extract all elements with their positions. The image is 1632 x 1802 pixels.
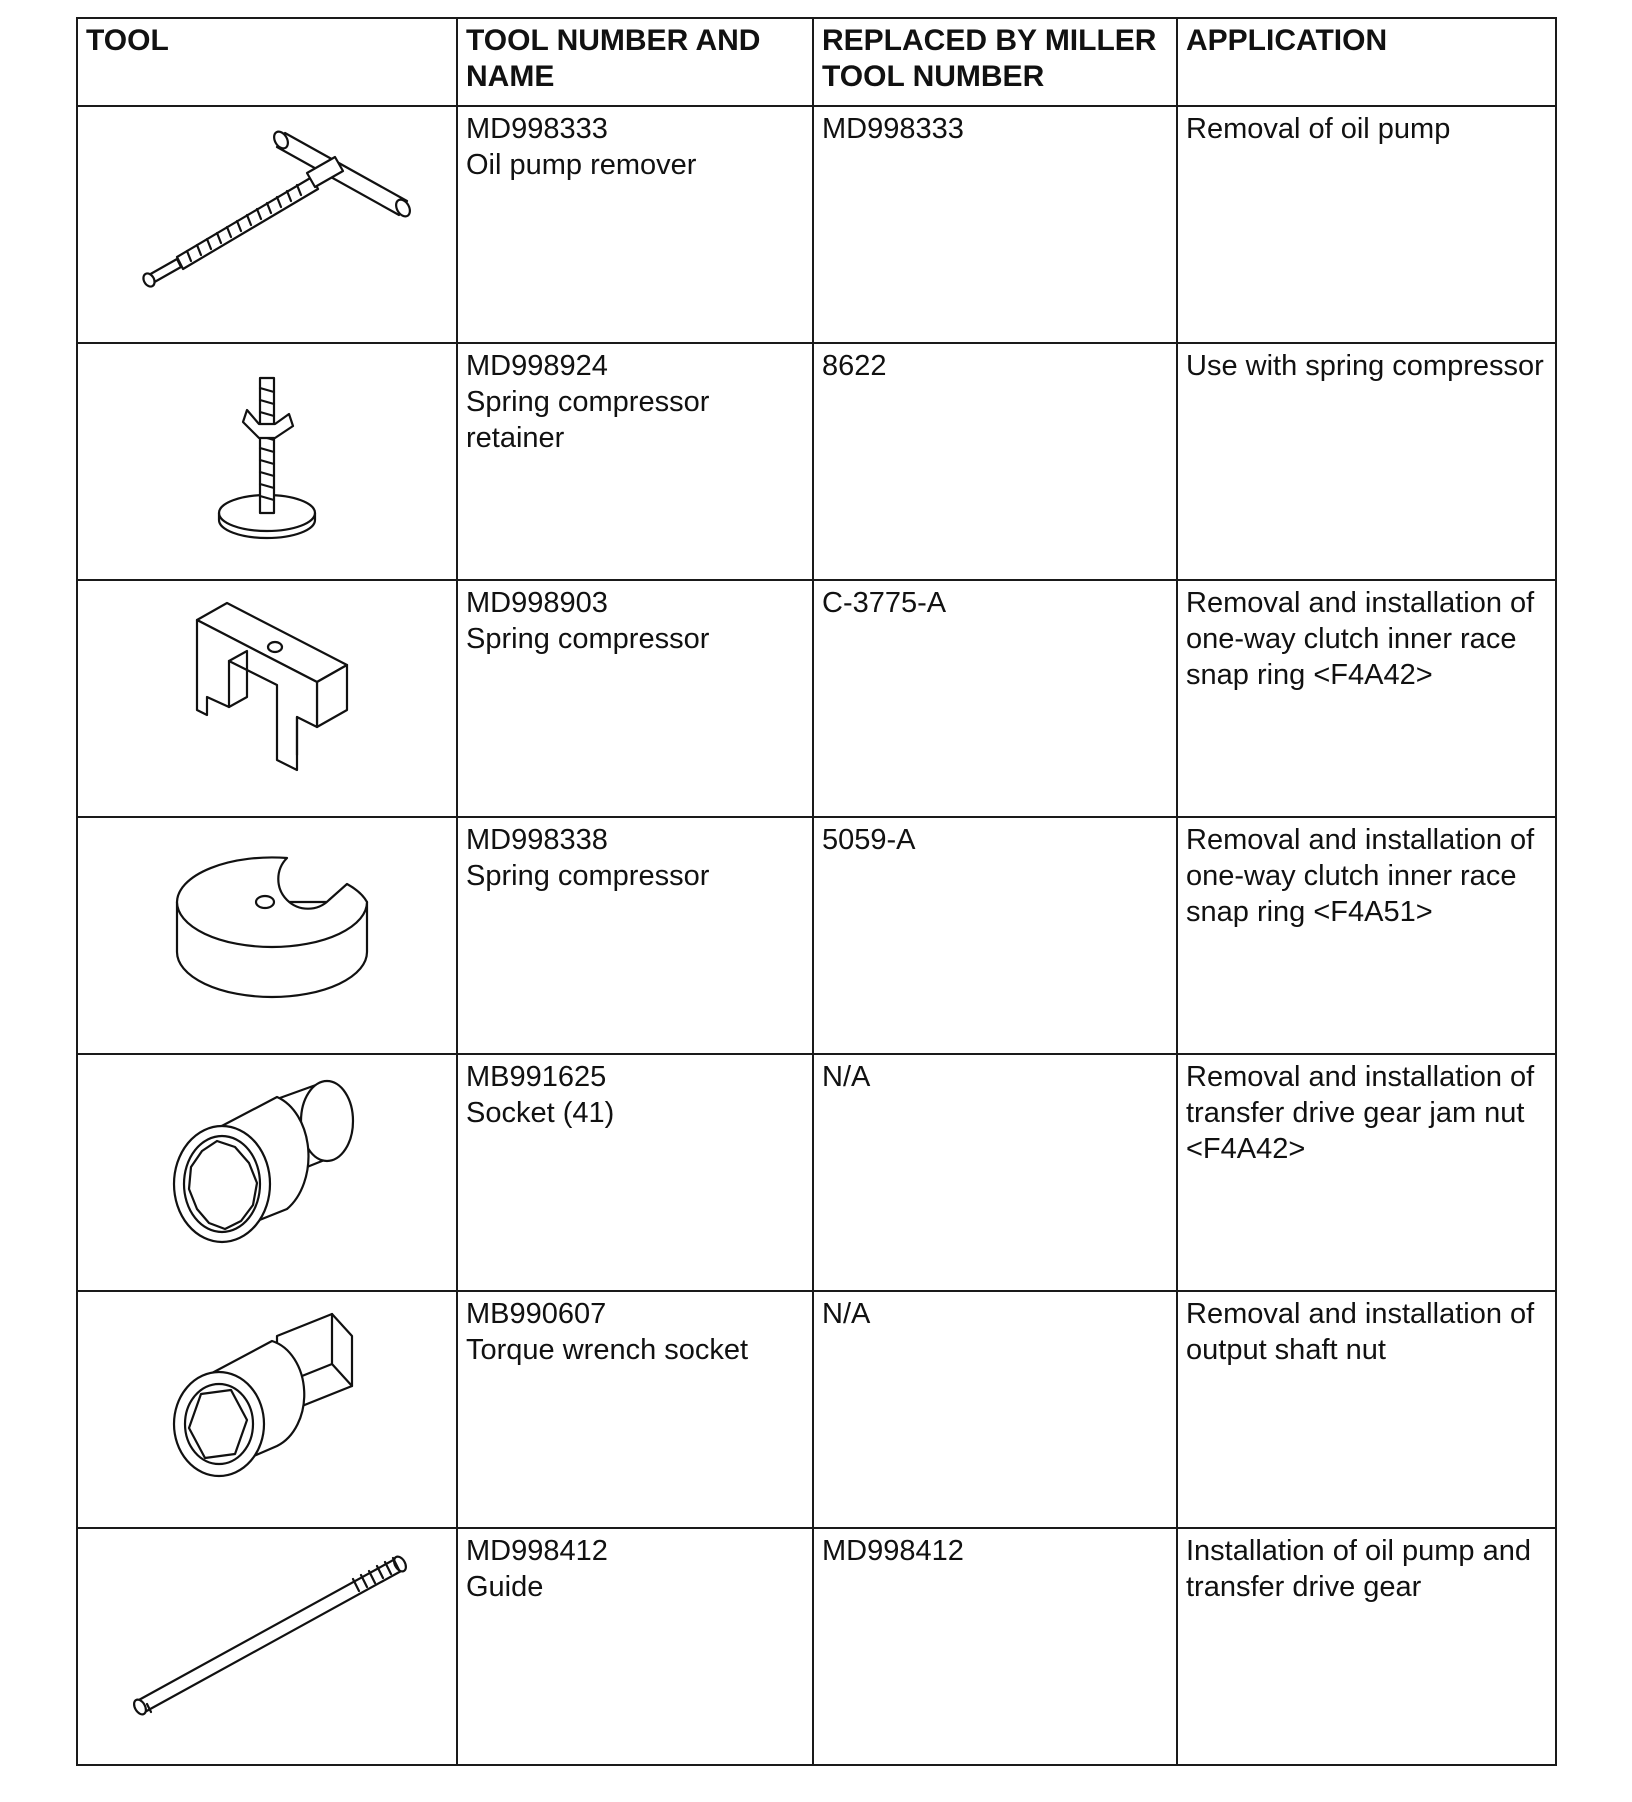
miller-number-cell: C-3775-A bbox=[813, 580, 1177, 817]
application-cell: Removal and installation of one-way clutch inner race snap ring <F4A42> bbox=[1177, 580, 1556, 817]
tool-number: MD998903 bbox=[466, 587, 608, 619]
miller-number-cell: 5059-A bbox=[813, 817, 1177, 1054]
application-cell: Removal and installation of transfer drive gear jam nut <F4A42> bbox=[1177, 1054, 1556, 1291]
table-row bbox=[77, 343, 1556, 580]
miller-number-cell: 8622 bbox=[813, 343, 1177, 580]
tool-name: Oil pump remover bbox=[466, 149, 697, 181]
guide-rod-icon bbox=[117, 1533, 417, 1733]
header-replaced-by-miller: REPLACED BY MILLER TOOL NUMBER bbox=[813, 18, 1177, 106]
application-cell: Removal and installation of output shaft nut bbox=[1177, 1291, 1556, 1528]
tool-number-name-cell bbox=[457, 1054, 813, 1291]
tool-image-cell bbox=[77, 817, 457, 1054]
spring-compressor-disc-icon bbox=[147, 822, 387, 1022]
tool-number: MB990607 bbox=[466, 1298, 607, 1330]
tool-number-name-cell bbox=[457, 580, 813, 817]
tool-number: MD998338 bbox=[466, 824, 608, 856]
tool-image-cell bbox=[77, 106, 457, 343]
table-header-row bbox=[77, 18, 1556, 106]
application-cell: Removal and installation of one-way clutch inner race snap ring <F4A51> bbox=[1177, 817, 1556, 1054]
tool-number-name-cell bbox=[457, 817, 813, 1054]
header-tool: TOOL bbox=[77, 18, 457, 106]
header-tool-number-and-name: TOOL NUMBER AND NAME bbox=[457, 18, 813, 106]
table-row bbox=[77, 1528, 1556, 1765]
table-row bbox=[77, 106, 1556, 343]
tool-image-cell bbox=[77, 1054, 457, 1291]
tool-name: Guide bbox=[466, 1571, 544, 1603]
tool-image-cell bbox=[77, 1528, 457, 1765]
tool-number-name-cell bbox=[457, 1291, 813, 1528]
tool-name: Socket (41) bbox=[466, 1097, 615, 1129]
table-row bbox=[77, 1054, 1556, 1291]
miller-number-cell: MD998333 bbox=[813, 106, 1177, 343]
special-tools-table bbox=[76, 17, 1557, 1766]
tool-number: MB991625 bbox=[466, 1061, 607, 1093]
table-row bbox=[77, 817, 1556, 1054]
application-cell: Removal of oil pump bbox=[1177, 106, 1556, 343]
tool-number: MD998333 bbox=[466, 113, 608, 145]
table-row bbox=[77, 1291, 1556, 1528]
spring-compressor-retainer-icon bbox=[197, 348, 337, 548]
tool-image-cell bbox=[77, 580, 457, 817]
tool-name: Spring compressor bbox=[466, 860, 710, 892]
table-row bbox=[77, 580, 1556, 817]
tool-number: MD998412 bbox=[466, 1535, 608, 1567]
tool-number-name-cell bbox=[457, 1528, 813, 1765]
tool-name: Spring compressor bbox=[466, 623, 710, 655]
tool-image-cell bbox=[77, 1291, 457, 1528]
oil-pump-remover-icon bbox=[117, 111, 417, 311]
application-cell: Installation of oil pump and transfer drive gear bbox=[1177, 1528, 1556, 1765]
tool-name: Spring compressor retainer bbox=[466, 386, 710, 454]
tool-number: MD998924 bbox=[466, 350, 608, 382]
header-application: APPLICATION bbox=[1177, 18, 1556, 106]
spring-compressor-bracket-icon bbox=[167, 585, 367, 785]
miller-number-cell: MD998412 bbox=[813, 1528, 1177, 1765]
torque-wrench-socket-icon bbox=[157, 1296, 377, 1496]
tool-number-name-cell bbox=[457, 106, 813, 343]
tool-image-cell bbox=[77, 343, 457, 580]
tool-number-name-cell bbox=[457, 343, 813, 580]
miller-number-cell: N/A bbox=[813, 1054, 1177, 1291]
miller-number-cell: N/A bbox=[813, 1291, 1177, 1528]
socket-icon bbox=[157, 1059, 377, 1259]
application-cell: Use with spring compressor bbox=[1177, 343, 1556, 580]
tool-name: Torque wrench socket bbox=[466, 1334, 749, 1366]
